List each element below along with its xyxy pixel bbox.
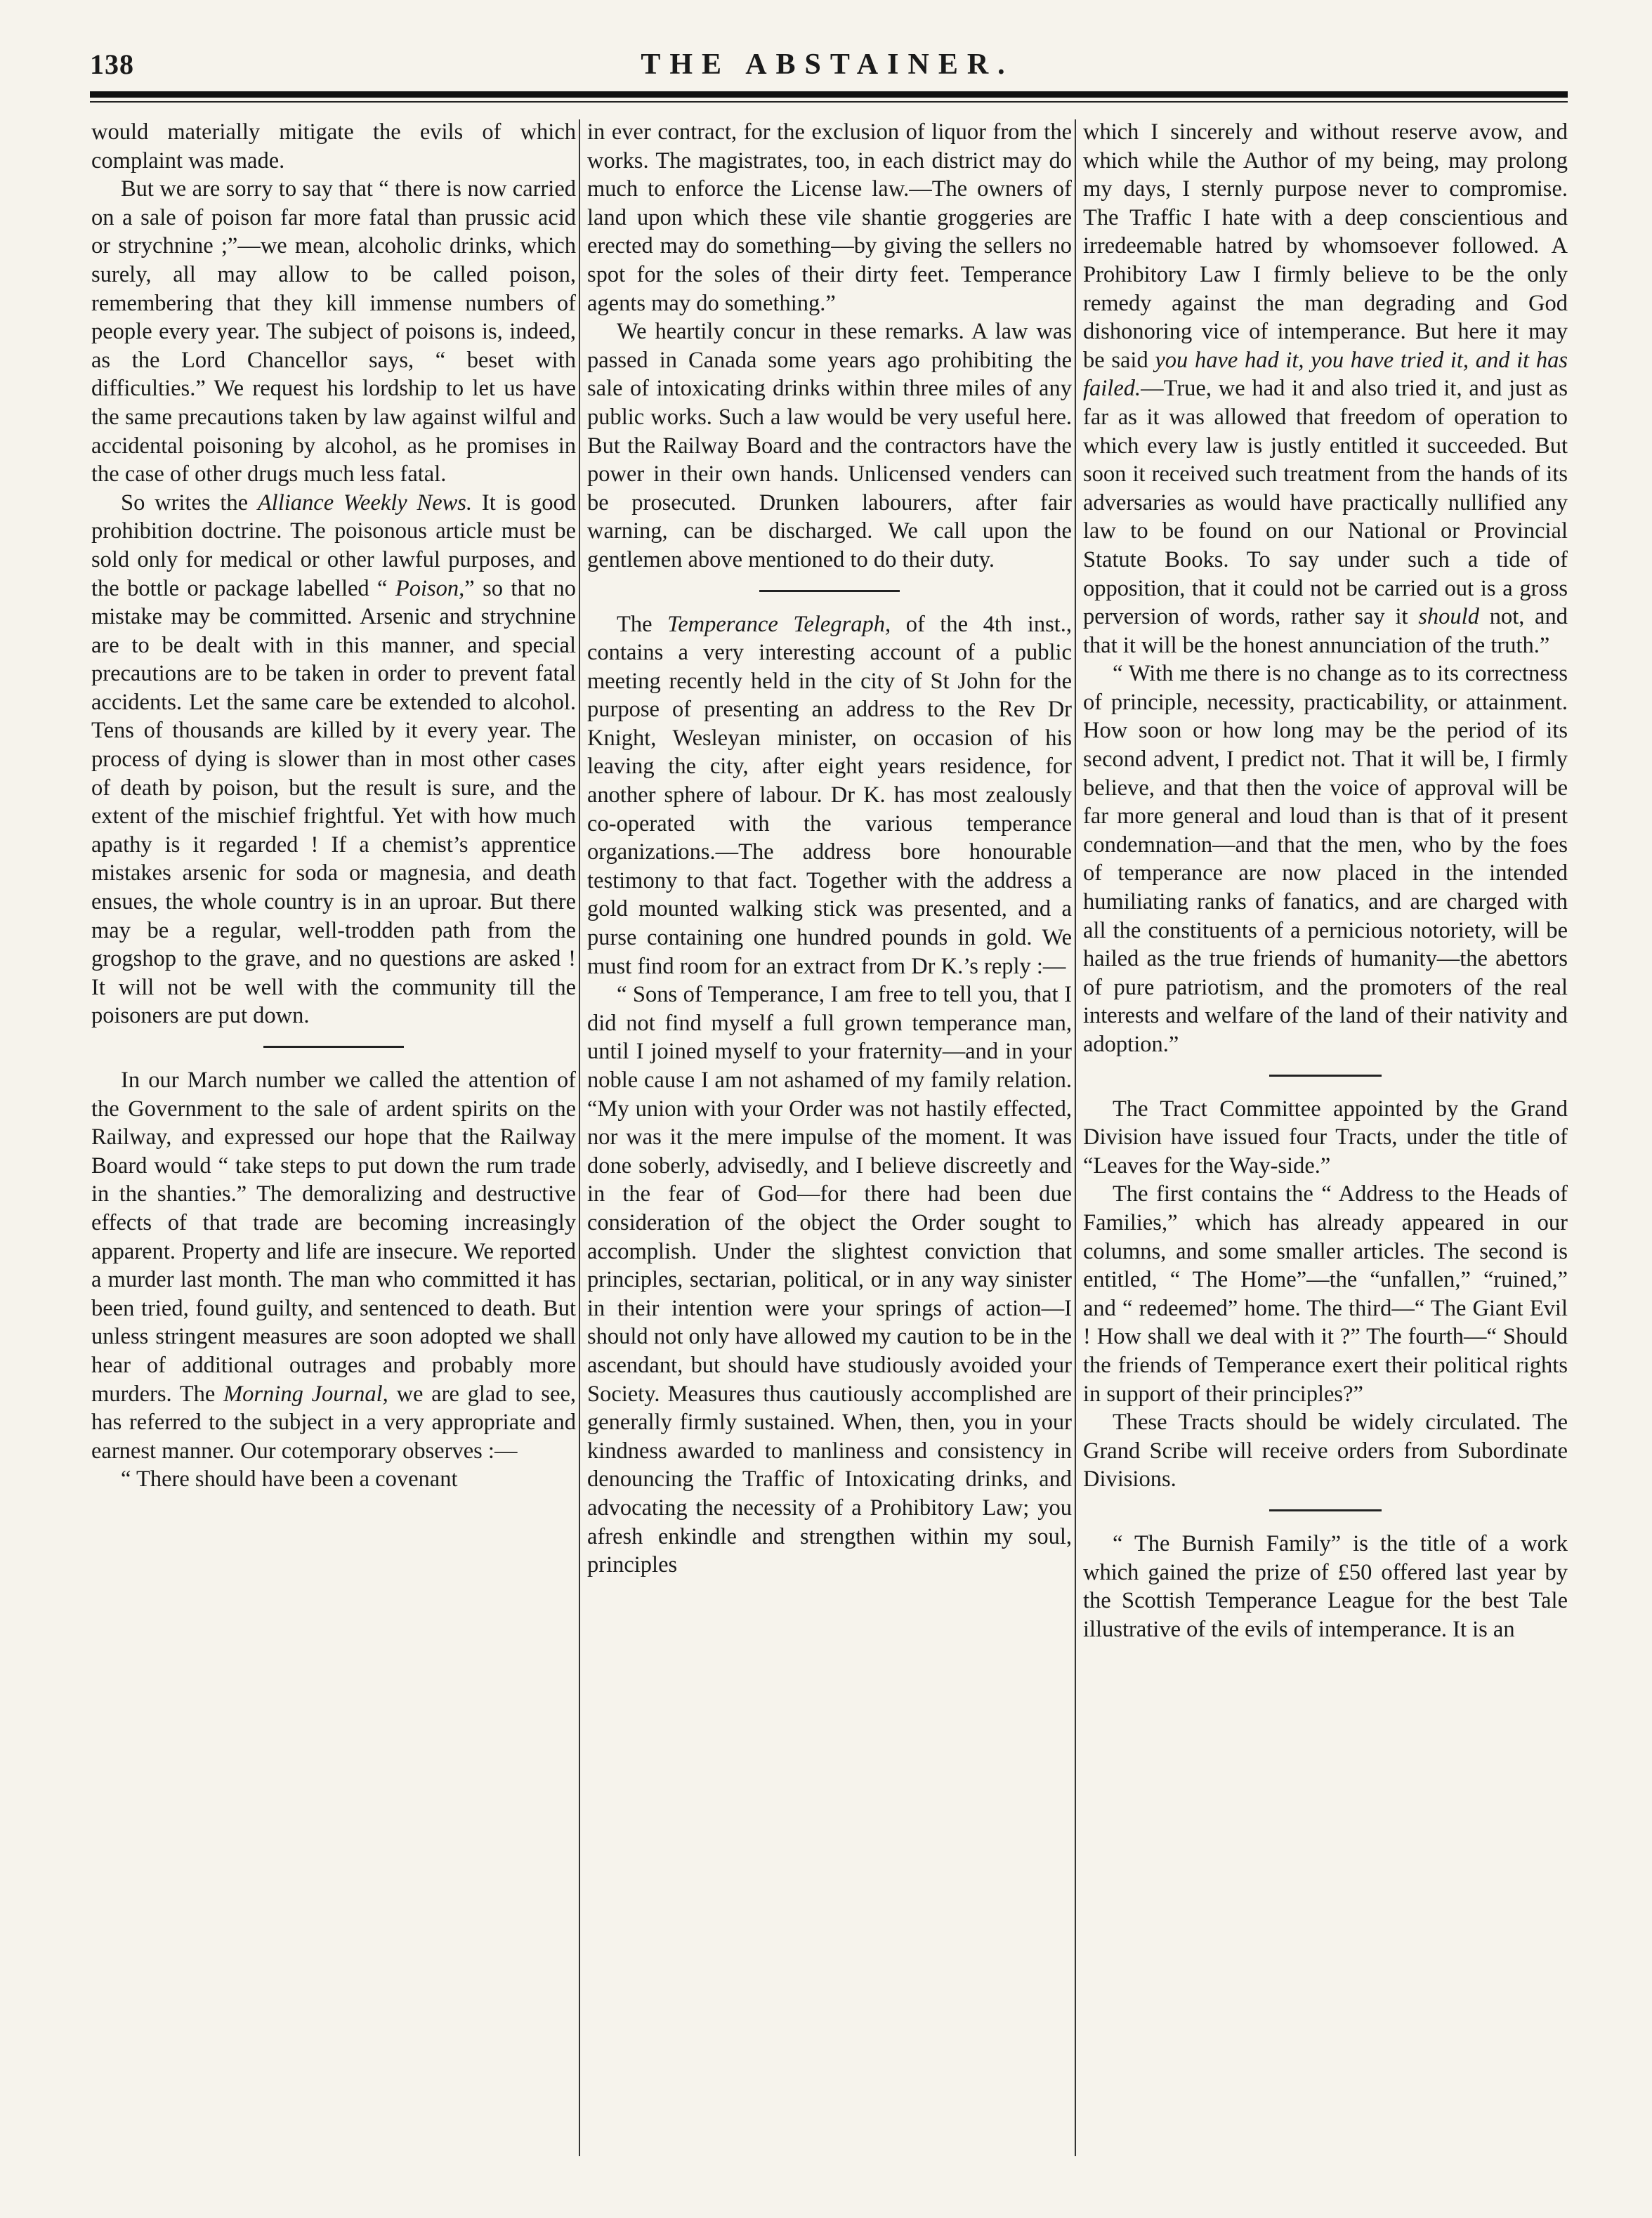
paragraph: “ Sons of Temperance, I am free to tell you, that I did not find myself a full grown temperance man, until I joined myself to your fraternity—and in your noble cause I am not ashamed of my family relation. “My union with your Order was not hastily effected, nor was it the mere impulse of the moment. It was done soberly, advisedly, and I believe discreetly and in the fear of God—for there had been due consideration of the object the Order sought to accomplish. Under the slightest conviction that principles, sectarian, political, or in any way sinister in their intention were your springs of action—I should not only have allowed my caution to be in the ascendant, but should have studiously avoided your Society. Measures thus cautiously accomplished are generally firmly sustained. When, then, you in your kindness awarded to manliness and consistency in denouncing the Traffic of Intoxicating drinks, and advocating the necessity of a Prohibitory Law; you afresh enkindle and strengthen within my soul, principles [587,982,1072,1578]
paragraph [1083,118,1568,660]
column-divider-2 [1075,119,1076,2156]
paragraph: The first contains the “ Address to the Heads of Families,” which has already appeared in our columns, and some smaller articles. The second is entitled, “ The Home”—the “unfallen,” “ruined,” and “ redeemed” home. The third—“ The Giant Evil ! How shall we deal with it ?” The fourth—“ Should the friends of Temperance exert their political rights in support of their principles?” [1083,1181,1568,1407]
column-3 [1083,118,1568,1643]
section-separator [1269,1509,1382,1511]
page-header [90,44,1565,93]
paragraph: in ever contract, for the exclusion of liquor from the works. The magistrates, too, in each district may do much to enforce the License law.—The owners of land upon which these vile shantie groggeries are erected may do something—by giving the sellers no spot for the soles of their dirty feet. Temperance agents may do something.” [587,119,1072,316]
text-run: not, and that it will be the honest annunciation of the truth.” [1083,604,1568,658]
paragraph: would materially mitigate the evils of which complaint was made. [91,119,576,173]
paragraph [91,489,576,1030]
paragraph: We heartily concur in these remarks. A law was passed in Canada some years ago prohibiting the sale of intoxicating drinks within three miles of any public works. Such a law would be very useful here. But the Railway Board and the contractors have the power in their own hands. Unlicensed venders can be prosecuted. Drunken labourers, after fair warning, can be discharged. We call upon the gentlemen above mentioned to do their duty. [587,319,1072,572]
emphasis: should [1418,604,1479,630]
paragraph [91,1066,576,1465]
section-separator [263,1046,404,1048]
text-run: we are glad to see, has referred to the subject in a very appropriate and earnest manner. Our cotemporary observes :— [91,1381,576,1464]
text-run: of the 4th inst., contains a very interesting account of a public meeting recently held in the city of St John for the purpose of presenting an address to the Rev Dr Knight, Wesleyan minister, on occasion of his leaving the city, after eight years residence, for another sphere of labour. Dr K. has most zealously co-operated with the various temperance organizations.—The address bore honourable testimony to that fact. Together with the address a gold mounted walking stick was presented, and a purse containing one hundred pounds in gold. We must find room for an extract from Dr K.’s reply :— [587,611,1073,979]
text-run: —True, we had it and also tried it, and just as far as it was allowed that freedom of operation to which every law is justly entitled it succeeded. But soon it received such treatment from the hands of its adversaries as would have practically nullified any law to be found on our National or Provincial Statute Books. To say under such a tide of opposition, that it could not be carried out is a gross perversion of words, rather say it [1083,376,1568,630]
text-run: In our March number we called the attention of the Government to the sale of ardent spirits on the Railway, and expressed our hope that the Railway Board would “ take steps to put down the rum trade in the shanties.” The demoralizing and destructive effects of that trade are becoming increasingly apparent. Property and life are insecure. We reported a murder last month. The man who committed it has been tried, found guilty, and sentenced to death. But unless stringent measures are soon adopted we shall hear of additional outrages and probably more murders. The [91,1068,576,1407]
header-rule-thin [90,101,1568,103]
emphasis: you have had it, you have tried it, and it has failed. [1083,347,1568,402]
page-number: 138 [90,48,134,80]
paragraph: “ The Burnish Family” is the title of a work which gained the prize of £50 offered last year by the Scottish Temperance League for the best Tale illustrative of the evils of intemperance. It is an [1083,1530,1568,1642]
publication-title: Alliance Weekly News. [257,490,473,516]
paragraph: “ With me there is no change as to its correctness of principle, necessity, practicability, or attainment. How soon or how long may be the period of its second advent, I predict not. That it will be, I firmly believe, and that then the voice of approval will be far more general and loud than is that of it present condemnation—and that the men, who by the foes of temperance are now placed in the intended humiliating ranks of fanatics, and are charged with all the constituents of a pernicious notoriety, will be hailed as the true friends of humanity—the abettors of pure patriotism, and the promoters of the real interests and welfare of the land of their nativity and adoption.” [1083,661,1568,1057]
paragraph [587,610,1072,981]
text-run: It is good prohibition doctrine. The poisonous article must be sold only for medical or other lawful purposes, and the bottle or package labelled “ [91,490,576,601]
header-rule-thick [90,91,1568,98]
text-run: The [617,611,668,637]
text-run: ” so [464,575,503,601]
paragraph: These Tracts should be widely circulated. The Grand Scribe will receive orders from Subordinate Divisions. [1083,1410,1568,1492]
column-2 [587,118,1072,1580]
text-run: So writes the [121,490,258,516]
section-separator [1269,1075,1382,1077]
label-word: Poison, [395,575,465,601]
paragraph: “ There should have been a covenant [121,1466,458,1492]
text-run: that no mistake may be committed. Arsenic and strychnine are to be dealt with in this manner, and special precautions are to be taken in order to prevent fatal accidents. Let the same care be extended to alcohol. Tens of thousands are killed by it every year. The process of dying is slower than in most other cases of death by poison, but the result is sure, and the extent of the mischief frightful. Yet with how much apathy is it regarded ! If a chemist’s apprentice mistakes arsenic for soda or magnesia, and death ensues, the whole country is in an uproar. But there may be a regular, well-trodden path from the grogshop to the grave, and no questions are asked ! It will not be well with the community till the poisoners are put down. [91,575,577,1029]
paragraph: But we are sorry to say that “ there is now carried on a sale of poison far more fatal than prussic acid or strychnine ;”—we mean, alcoholic drinks, which surely, all may allow to be called poison, remembering that they kill immense numbers of people every year. The subject of poisons is, indeed, as the Lord Chancellor says, “ beset with difficulties.” We request his lordship to let us have the same precautions taken by law against wilful and accidental poisoning by alcohol, as he promises in the case of other drugs much less fatal. [91,176,576,487]
column-1 [91,118,576,1494]
paragraph: The Tract Committee appointed by the Grand Division have issued four Tracts, under the title of “Leaves for the Way-side.” [1083,1096,1568,1179]
publication-title: Morning Journal, [223,1381,388,1407]
text-run: which I sincerely and without reserve avow, and which while the Author of my being, may prolong my days, I sternly purpose never to compromise. The Traffic I hate with a deep conscientious and irredeemable hatred by whomsoever followed. A Prohibitory Law I firmly believe to be the only remedy against the man degrading and God dishonoring vice of intemperance. But here it may be said [1083,119,1568,373]
publication-title: Temperance Telegraph, [667,611,891,637]
section-separator [759,590,900,592]
running-title: THE ABSTAINER. [641,48,1014,81]
column-divider-1 [579,119,580,2156]
